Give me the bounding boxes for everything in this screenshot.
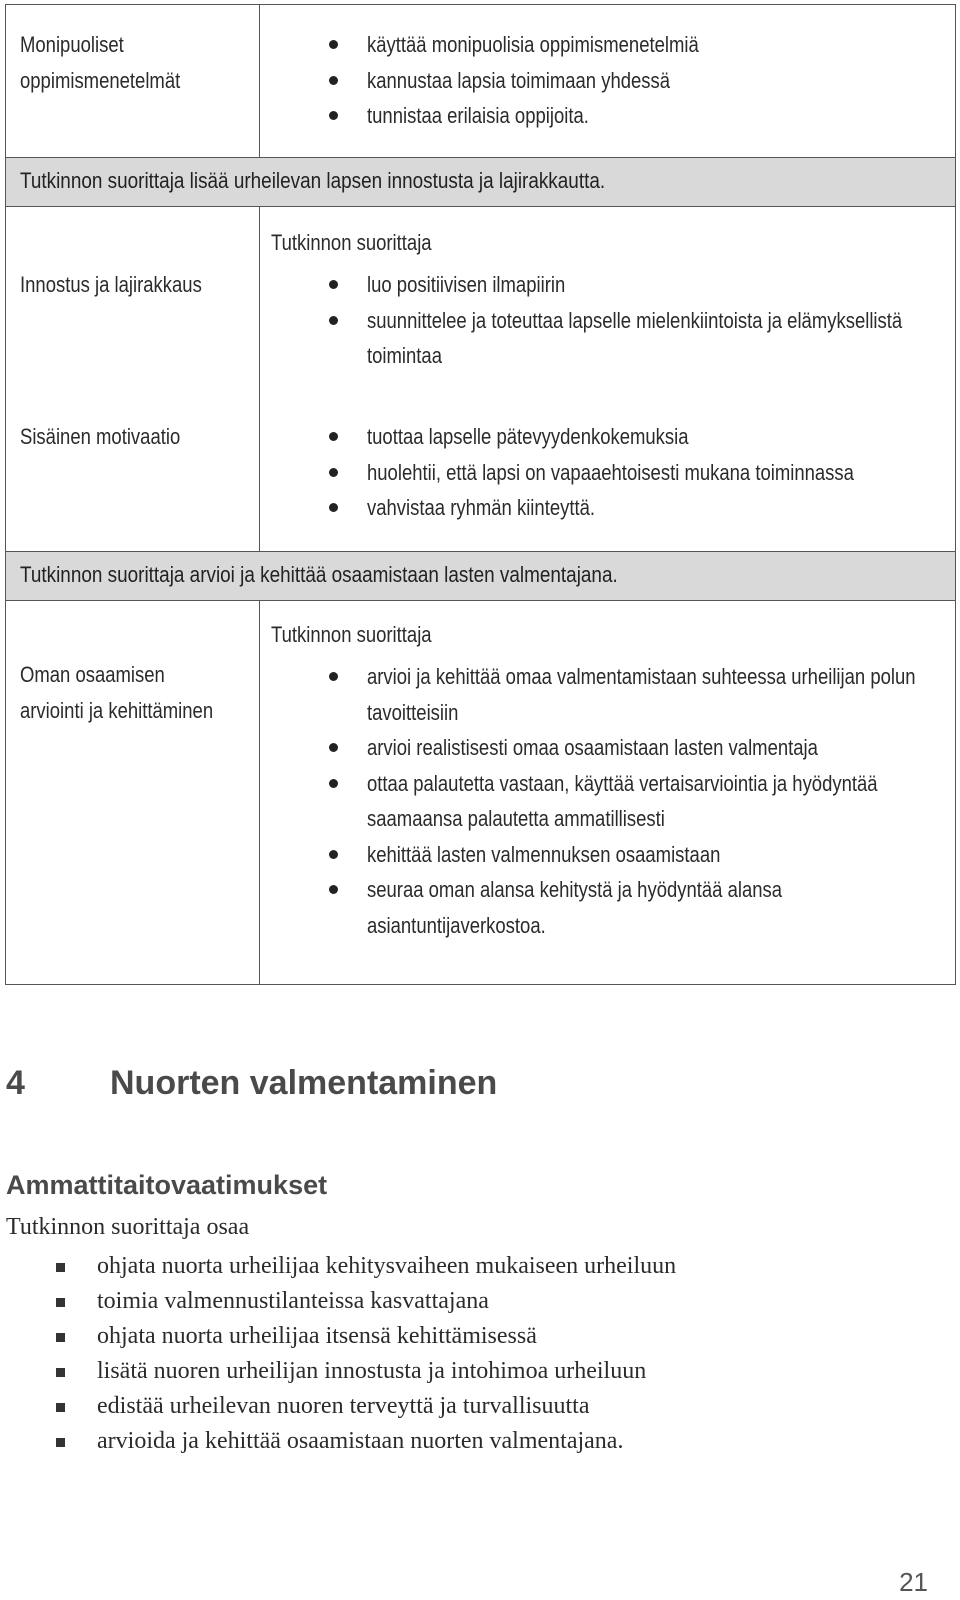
row-intro: Tutkinnon suorittaja	[271, 230, 432, 255]
list-item: lisätä nuoren urheilijan innostusta ja intohimoa urheiluun	[6, 1354, 676, 1389]
chapter-title: Nuorten valmentaminen	[110, 1064, 498, 1102]
list-item: kehittää lasten valmennuksen osaamistaan	[271, 837, 951, 873]
chapter-number: 4	[6, 1064, 25, 1102]
bullet-icon	[329, 280, 338, 289]
section-subtitle: Ammattitaitovaatimukset	[6, 1170, 328, 1200]
row-label-line: Sisäinen motivaatio	[20, 424, 181, 449]
list-item: luo positiivisen ilmapiirin	[271, 267, 951, 303]
square-bullet-icon	[56, 1368, 65, 1377]
bullet-icon	[329, 40, 338, 49]
list-item: kannustaa lapsia toimimaan yhdessä	[271, 63, 951, 99]
bullet-icon	[329, 885, 338, 894]
list-item: tunnistaa erilaisia oppijoita.	[271, 98, 951, 134]
row-label-line: Monipuoliset	[20, 32, 124, 57]
column-divider	[259, 600, 260, 984]
bullet-icon	[329, 743, 338, 752]
square-bullet-icon	[56, 1333, 65, 1342]
row-content-monipuoliset	[271, 27, 951, 134]
band-heading: Tutkinnon suorittaja lisää urheilevan lapsen innostusta ja lajirakkautta.	[20, 168, 606, 193]
row-content-innostus	[271, 225, 951, 374]
section-intro: Tutkinnon suorittaja osaa	[6, 1214, 250, 1240]
bullet-icon	[329, 503, 338, 512]
chapter-heading	[6, 1064, 497, 1103]
square-bullet-icon	[56, 1403, 65, 1412]
list-item: toimia valmennustilanteissa kasvattajana	[6, 1284, 676, 1319]
square-bullet-icon	[56, 1438, 65, 1447]
bullet-icon	[329, 111, 338, 120]
list-item: arvioi realistisesti omaa osaamistaan lasten valmentaja	[271, 730, 951, 766]
requirements-list	[6, 1249, 676, 1459]
page-number: 21	[899, 1567, 928, 1597]
bullet-icon	[329, 850, 338, 859]
list-item: seuraa oman alansa kehitystä ja hyödyntää alansa asiantuntijaverkostoa.	[271, 872, 951, 943]
list-item: edistää urheilevan nuoren terveyttä ja turvallisuutta	[6, 1389, 676, 1424]
row-label-line: Oman osaamisen	[20, 662, 165, 687]
list-item: arvioida ja kehittää osaamistaan nuorten valmentajana.	[6, 1424, 676, 1459]
square-bullet-icon	[56, 1298, 65, 1307]
row-label-innostus	[20, 267, 236, 303]
list-item: käyttää monipuolisia oppimismenetelmiä	[271, 27, 951, 63]
list-item: ohjata nuorta urheilijaa itsensä kehittämisessä	[6, 1319, 676, 1354]
row-label-line: Innostus ja lajirakkaus	[20, 272, 202, 297]
bullet-icon	[329, 672, 338, 681]
row-label-line: arviointi ja kehittäminen	[20, 698, 214, 723]
band-heading: Tutkinnon suorittaja arvioi ja kehittää osaamistaan lasten valmentajana.	[20, 562, 618, 587]
bullet-icon	[329, 316, 338, 325]
bullet-icon	[329, 432, 338, 441]
bullet-icon	[329, 468, 338, 477]
bullet-icon	[329, 779, 338, 788]
row-label-motivaatio	[20, 419, 211, 455]
bullet-icon	[329, 76, 338, 85]
row-label-monipuoliset	[20, 27, 211, 99]
row-label-oman-osaamisen	[20, 657, 250, 729]
list-item: ohjata nuorta urheilijaa kehitysvaiheen mukaiseen urheiluun	[6, 1249, 676, 1284]
competence-table	[5, 4, 956, 985]
list-item: ottaa palautetta vastaan, käyttää vertaisarviointia ja hyödyntää saamaansa palautetta ammatillisesti	[271, 766, 951, 837]
row-label-line: oppimismenetelmät	[20, 68, 181, 93]
list-item: vahvistaa ryhmän kiinteyttä.	[271, 490, 951, 526]
section-band	[6, 551, 955, 601]
row-content-motivaatio	[271, 419, 951, 526]
square-bullet-icon	[56, 1263, 65, 1272]
row-content-oman-osaamisen	[271, 617, 951, 943]
list-item: huolehtii, että lapsi on vapaaehtoisesti mukana toiminnassa	[271, 455, 951, 491]
column-divider	[259, 5, 260, 158]
list-item: suunnittelee ja toteuttaa lapselle mielenkiintoista ja elämyksellistä toimintaa	[271, 303, 951, 374]
list-item: tuottaa lapselle pätevyydenkokemuksia	[271, 419, 951, 455]
list-item: arvioi ja kehittää omaa valmentamistaan suhteessa urheilijan polun tavoitteisiin	[271, 659, 951, 730]
row-intro: Tutkinnon suorittaja	[271, 622, 432, 647]
section-band	[6, 157, 955, 207]
column-divider	[259, 206, 260, 552]
